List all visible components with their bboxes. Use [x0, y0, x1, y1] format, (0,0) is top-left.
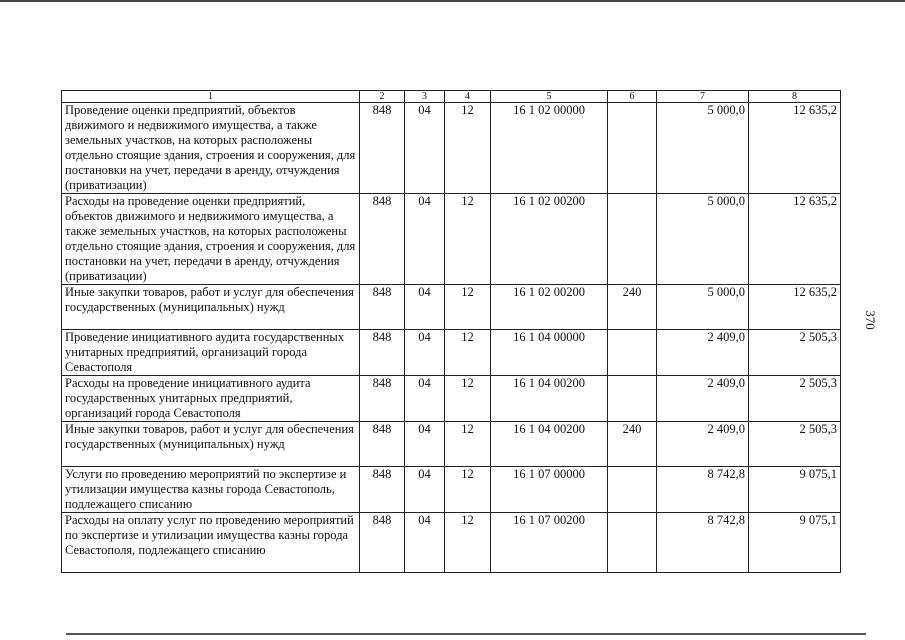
column-header: 6: [608, 91, 657, 103]
ministry-code: 848: [360, 103, 405, 194]
amount-col8: 2 505,3: [749, 330, 841, 376]
target-article: 16 1 07 00200: [491, 513, 608, 573]
amount-col8: 2 505,3: [749, 376, 841, 422]
expense-type: 240: [608, 422, 657, 467]
target-article: 16 1 02 00200: [491, 194, 608, 285]
target-article: 16 1 02 00200: [491, 285, 608, 330]
amount-col7: 5 000,0: [657, 285, 749, 330]
expense-type: [608, 467, 657, 513]
table-row: [62, 513, 841, 573]
amount-col7: 5 000,0: [657, 194, 749, 285]
subsection-code: 12: [445, 422, 491, 467]
item-name: Проведение инициативного аудита государственных унитарных предприятий, организаций города Севастополя: [62, 330, 360, 376]
expense-type: 240: [608, 285, 657, 330]
expense-type: [608, 194, 657, 285]
column-header: 3: [405, 91, 445, 103]
section-code: 04: [405, 513, 445, 573]
target-article: 16 1 02 00000: [491, 103, 608, 194]
column-header: 1: [62, 91, 360, 103]
section-code: 04: [405, 422, 445, 467]
subsection-code: 12: [445, 376, 491, 422]
column-header: 2: [360, 91, 405, 103]
bottom-border-line: [66, 633, 866, 635]
subsection-code: 12: [445, 513, 491, 573]
expense-type: [608, 330, 657, 376]
subsection-code: 12: [445, 330, 491, 376]
ministry-code: 848: [360, 513, 405, 573]
item-name: Иные закупки товаров, работ и услуг для обеспечения государственных (муниципальных) нужд: [62, 285, 360, 330]
subsection-code: 12: [445, 467, 491, 513]
amount-col8: 2 505,3: [749, 422, 841, 467]
item-name: Расходы на оплату услуг по проведению мероприятий по экспертизе и утилизации имущества казны города Севастополя, подлежащего списанию: [62, 513, 360, 573]
subsection-code: 12: [445, 103, 491, 194]
column-header: 5: [491, 91, 608, 103]
top-border-line: [0, 0, 905, 2]
amount-col7: 5 000,0: [657, 103, 749, 194]
item-name: Расходы на проведение инициативного аудита государственных унитарных предприятий, организаций города Севастополя: [62, 376, 360, 422]
subsection-code: 12: [445, 194, 491, 285]
section-code: 04: [405, 194, 445, 285]
item-name: Услуги по проведению мероприятий по экспертизе и утилизации имущества казны города Севастополь, подлежащего списанию: [62, 467, 360, 513]
table-row: [62, 194, 841, 285]
column-header: 4: [445, 91, 491, 103]
section-code: 04: [405, 330, 445, 376]
target-article: 16 1 07 00000: [491, 467, 608, 513]
target-article: 16 1 04 00000: [491, 330, 608, 376]
amount-col8: 12 635,2: [749, 103, 841, 194]
amount-col7: 8 742,8: [657, 467, 749, 513]
table-row: [62, 467, 841, 513]
section-code: 04: [405, 467, 445, 513]
table-row: [62, 422, 841, 467]
table-row: [62, 103, 841, 194]
amount-col8: 9 075,1: [749, 467, 841, 513]
section-code: 04: [405, 285, 445, 330]
ministry-code: 848: [360, 285, 405, 330]
target-article: 16 1 04 00200: [491, 422, 608, 467]
budget-table: [61, 90, 841, 573]
ministry-code: 848: [360, 422, 405, 467]
amount-col7: 2 409,0: [657, 330, 749, 376]
amount-col7: 2 409,0: [657, 376, 749, 422]
expense-type: [608, 513, 657, 573]
table-row: [62, 285, 841, 330]
amount-col8: 12 635,2: [749, 285, 841, 330]
item-name: Расходы на проведение оценки предприятий, объектов движимого и недвижимого имущества, а также земельных участков, на которых расположены отдельно стоящие здания, строения и сооружения, для постановки на учет, передачи в аренду, отчуждения (приватизации): [62, 194, 360, 285]
section-code: 04: [405, 103, 445, 194]
item-name: Иные закупки товаров, работ и услуг для обеспечения государственных (муниципальных) нужд: [62, 422, 360, 467]
section-code: 04: [405, 376, 445, 422]
column-header: 7: [657, 91, 749, 103]
column-header: 8: [749, 91, 841, 103]
ministry-code: 848: [360, 194, 405, 285]
ministry-code: 848: [360, 330, 405, 376]
target-article: 16 1 04 00200: [491, 376, 608, 422]
table-header-row: [62, 91, 841, 103]
ministry-code: 848: [360, 376, 405, 422]
amount-col8: 12 635,2: [749, 194, 841, 285]
amount-col7: 2 409,0: [657, 422, 749, 467]
subsection-code: 12: [445, 285, 491, 330]
table-row: [62, 376, 841, 422]
expense-type: [608, 103, 657, 194]
expense-type: [608, 376, 657, 422]
page-number: 370: [862, 310, 878, 330]
amount-col8: 9 075,1: [749, 513, 841, 573]
amount-col7: 8 742,8: [657, 513, 749, 573]
ministry-code: 848: [360, 467, 405, 513]
table-row: [62, 330, 841, 376]
item-name: Проведение оценки предприятий, объектов движимого и недвижимого имущества, а также земельных участков, на которых расположены отдельно стоящие здания, строения и сооружения, для постановки на учет, передачи в аренду, отчуждения (приватизации): [62, 103, 360, 194]
